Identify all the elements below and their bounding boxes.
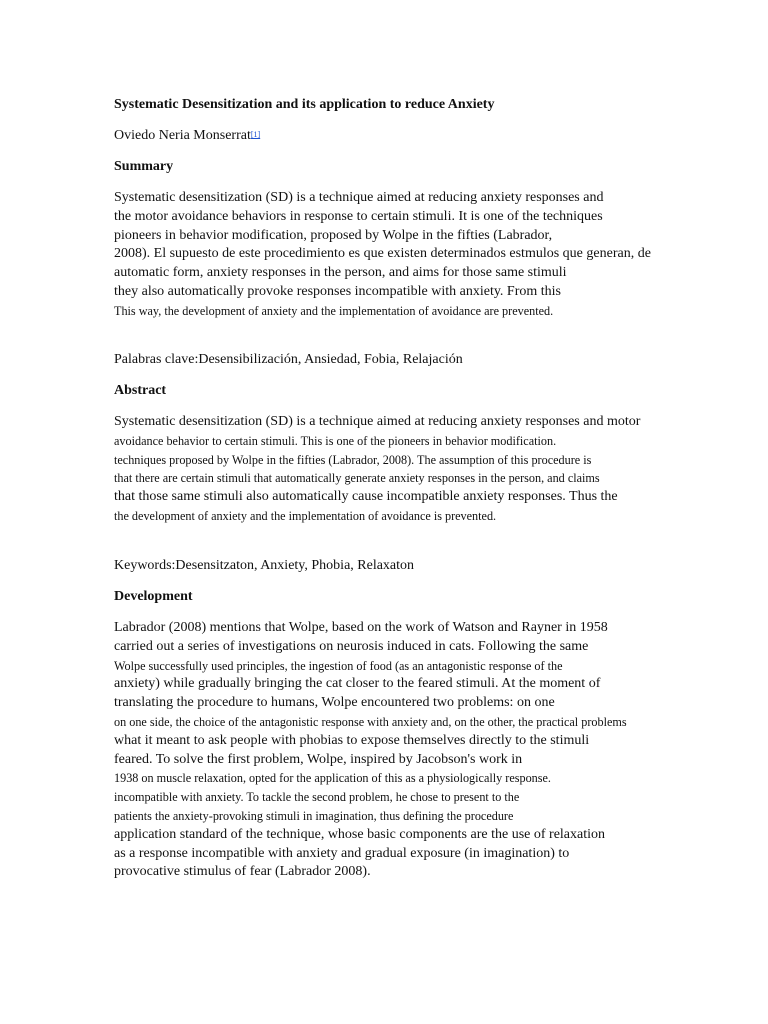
author-name: Oviedo Neria Monserrat (114, 128, 251, 143)
development-line: anxiety) while gradually bringing the cat closer to the feared stimuli. At the moment of (114, 676, 601, 692)
development-line: application standard of the technique, whose basic components are the use of relaxation (114, 826, 605, 842)
abstract-line: techniques proposed by Wolpe in the fifties (Labrador, 2008). The assumption of this procedure is (114, 452, 592, 467)
abstract-heading: Abstract (114, 383, 167, 398)
development-line: Labrador (2008) mentions that Wolpe, based on the work of Watson and Rayner in 1958 (114, 620, 608, 635)
palabras-clave: Palabras clave:Desensibilización, Ansiedad, Fobia, Relajación (114, 352, 463, 367)
abstract-line: avoidance behavior to certain stimuli. This is one of the pioneers in behavior modification. (114, 433, 557, 448)
development-line: what it meant to ask people with phobias to expose themselves directly to the stimuli (114, 732, 590, 748)
summary-line: automatic form, anxiety responses in the person, and aims for those same stimuli (114, 265, 567, 281)
development-line: on one side, the choice of the antagonistic response with anxiety and, on the other, the practical problems (114, 714, 627, 729)
abstract-line: that there are certain stimuli that automatically generate anxiety responses in the person, and claims (114, 471, 600, 486)
abstract-paragraph (114, 413, 640, 526)
abstract-line: Systematic desensitization (SD) is a technique aimed at reducing anxiety responses and motor (114, 414, 641, 429)
footnote-link[interactable]: [1] (250, 130, 261, 139)
development-line: patients the anxiety-provoking stimuli in imagination, thus defining the procedure (114, 808, 514, 823)
document-title: Systematic Desensitization and its application to reduce Anxiety (114, 97, 495, 112)
summary-line: This way, the development of anxiety and the implementation of avoidance are prevented. (114, 303, 554, 318)
development-line: translating the procedure to humans, Wolpe encountered two problems: on one (114, 695, 555, 711)
summary-heading: Summary (114, 159, 174, 174)
development-line: feared. To solve the first problem, Wolpe, inspired by Jacobson's work in (114, 751, 523, 767)
abstract-line: that those same stimuli also automatically cause incompatible anxiety responses. Thus the (114, 489, 618, 505)
development-paragraph (114, 619, 627, 882)
development-line: carried out a series of investigations on neurosis induced in cats. Following the same (114, 638, 589, 654)
development-line: provocative stimulus of fear (Labrador 2008). (114, 864, 371, 880)
summary-line: the motor avoidance behaviors in response to certain stimuli. It is one of the techniques (114, 208, 603, 224)
development-heading: Development (114, 589, 193, 604)
development-line: 1938 on muscle relaxation, opted for the application of this as a physiologically response. (114, 771, 551, 786)
summary-line: pioneers in behavior modification, proposed by Wolpe in the fifties (Labrador, (114, 227, 553, 243)
development-line: Wolpe successfully used principles, the ingestion of food (as an antagonistic response of the (114, 658, 563, 673)
abstract-line: the development of anxiety and the implementation of avoidance is prevented. (114, 508, 497, 523)
development-line: as a response incompatible with anxiety and gradual exposure (in imagination) to (114, 845, 570, 861)
summary-line: they also automatically provoke responses incompatible with anxiety. From this (114, 283, 562, 299)
summary-paragraph (114, 189, 651, 321)
summary-line: 2008). El supuesto de este procedimiento es que existen determinados estmulos que generan, de (114, 246, 651, 262)
development-line: incompatible with anxiety. To tackle the second problem, he chose to present to the (114, 790, 520, 805)
summary-line: Systematic desensitization (SD) is a technique aimed at reducing anxiety responses and (114, 190, 604, 205)
keywords: Keywords:Desensitzaton, Anxiety, Phobia, Relaxaton (114, 558, 415, 573)
author-line (114, 127, 260, 145)
